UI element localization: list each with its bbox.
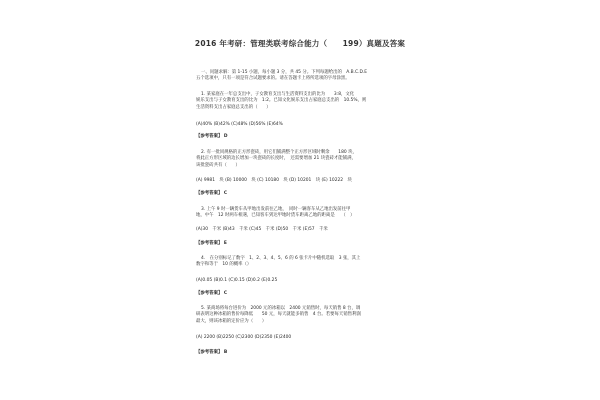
question-options: (A)30 千米 (B)43 千米 (C)45 千米 (D)50 千米 (E)57 千米	[196, 227, 328, 232]
question-5-stem	[196, 306, 418, 325]
reference-answer: 【参考答案】 B	[196, 350, 228, 355]
question-2-stem	[196, 150, 418, 169]
document-title: 2016 年考研：管理类联考综合能力（ 199）真题及答案	[194, 39, 406, 48]
question-line: 将此正方形区域的边长增加一块瓷砖的长度时， 还需要增加 21 块瓷砖才能铺满，	[196, 156, 356, 162]
question-1-stem	[196, 92, 418, 111]
question-3-options	[196, 227, 418, 233]
question-3-answer	[196, 241, 418, 247]
reference-answer: 【参考答案】 C	[196, 191, 228, 196]
question-line: 3. 上午 9 时一辆货车从甲地出发前往乙地， 同时一辆客车从乙地出发前往甲	[201, 207, 351, 212]
question-line: 地，中午 12 时两车相遇，已知客车到达甲地时货车距离乙地的距离是 （ ）	[196, 213, 355, 219]
intro-line: 一、问题求解：第 1-15 小题，每小题 3 分，共 45 分。下列每题给出的 A.B.C.D.E	[201, 70, 368, 75]
question-options: (A)0.05 (B)0.1 (C)0.15 (D)0.2 (E)0.25	[196, 278, 278, 283]
question-line: 5. 某商场将每台进价为 2000 元的冰箱以 2400 元销售时，每天销售 8 台，调	[201, 306, 361, 311]
reference-answer: 【参考答案】 E	[196, 241, 227, 246]
question-line: 最大，则该冰箱的定价应为（ ）	[196, 318, 267, 324]
question-options: (A) 9981 块 (B) 10000 块 (C) 10180 块 (D) 10201 块 (E) 10222 块	[196, 178, 352, 183]
section-intro	[196, 70, 418, 83]
question-line: 研表明这种冰箱的售价每降低 50 元，每天就能多销售 4 台。若要每天销售利润	[196, 312, 361, 318]
question-3-stem	[196, 207, 418, 220]
question-line: 4. 在分别标记了数字 1、2、3、4、5、6 的 6 张卡片中随机选取 3 张，其上	[201, 256, 361, 261]
question-line: 娱乐支出与子女教育支出的比为 1:2。已知文化娱乐支出占家庭总支出的 10.5%，则	[196, 98, 367, 104]
question-line: 2. 有一批同规格的正方形瓷砖，用它们铺满整个正方形区域时剩余 180 块，	[201, 150, 357, 155]
question-1-answer	[196, 134, 418, 140]
intro-line: 五个选项中，只有一项是符合试题要求的。请在答题卡上将所选项的字母涂黑。	[196, 76, 350, 82]
reference-answer: 【参考答案】 D	[196, 134, 228, 139]
question-line: 该批瓷砖共有（ ）	[196, 162, 240, 168]
question-line: 生活资料支出占家庭总支出的（ ）	[196, 104, 271, 110]
question-2-answer	[196, 191, 418, 197]
question-options: (A)40% (B)42% (C)48% (D)56% (E)64%	[196, 122, 283, 127]
question-5-options	[196, 335, 418, 341]
question-2-options	[196, 178, 418, 184]
question-4-answer	[196, 291, 418, 297]
question-5-answer	[196, 350, 418, 356]
question-4-options	[196, 278, 418, 284]
question-line: 1. 某家庭在一年总支出中，子女教育支出与生活资料支出的比为 3:8，文化	[201, 92, 355, 97]
reference-answer: 【参考答案】 C	[196, 291, 228, 296]
question-line: 数字和等于 10 的概率（）	[196, 262, 252, 268]
question-4-stem	[196, 256, 418, 269]
question-1-options	[196, 122, 418, 128]
question-options: (A) 2200 (B)2250 (C)2300 (D)2350 (E)2400	[196, 335, 292, 340]
